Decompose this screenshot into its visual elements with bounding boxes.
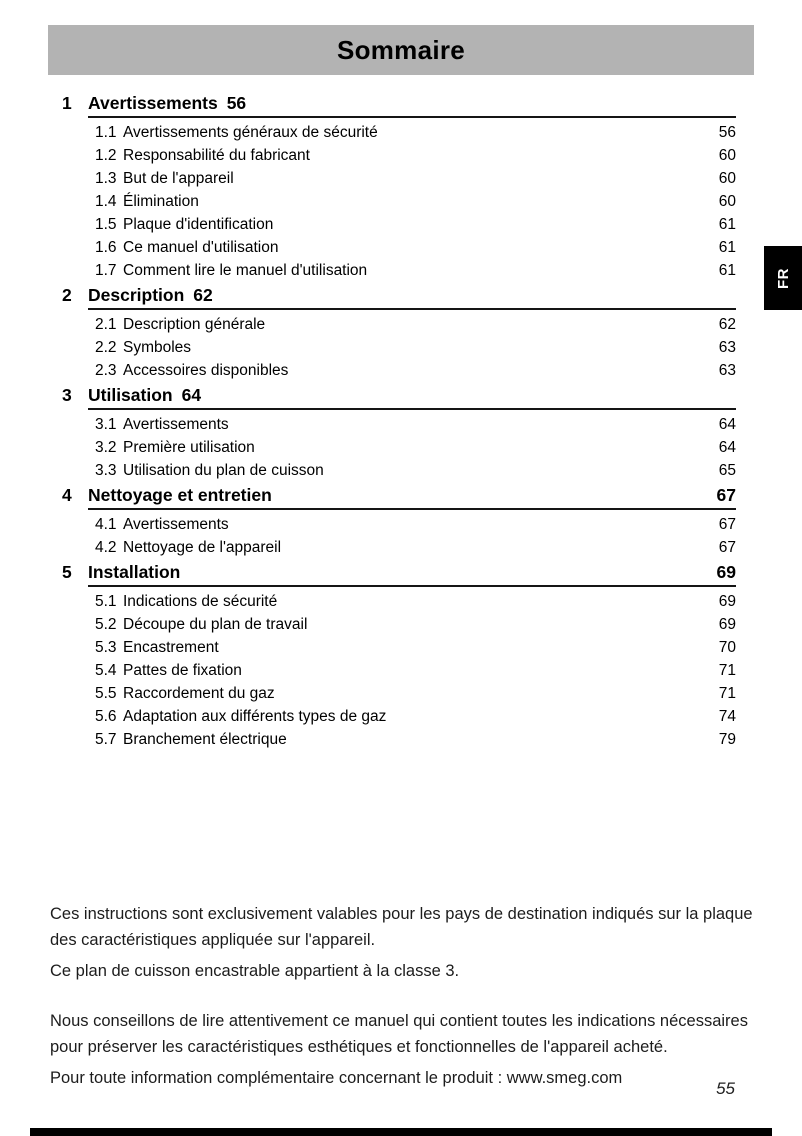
toc-item-page: 69: [718, 616, 736, 633]
toc-item-number: 1.2: [95, 147, 117, 164]
toc-item-page: 56: [718, 124, 736, 141]
toc-section-page: 64: [181, 385, 202, 405]
toc-item: [62, 682, 736, 705]
toc-section-header: [62, 284, 736, 306]
toc-item-title: Responsabilité du fabricant: [123, 147, 310, 164]
toc-item: [62, 590, 736, 613]
toc-item: [62, 313, 736, 336]
toc-item: [62, 359, 736, 382]
toc-item-page: 74: [718, 708, 736, 725]
toc-section-header: [62, 561, 736, 583]
toc-section-rule: [88, 585, 736, 587]
toc-item-title: Comment lire le manuel d'utilisation: [123, 262, 368, 279]
toc-item: [62, 413, 736, 436]
toc-item-number: 1.3: [95, 170, 117, 187]
toc-item-title: Description générale: [123, 316, 266, 333]
toc-item-title: Découpe du plan de travail: [123, 616, 308, 633]
toc-item: [62, 636, 736, 659]
toc-item-number: 5.4: [95, 662, 117, 679]
toc-item-number: 3.3: [95, 462, 117, 479]
toc-section-rule: [88, 508, 736, 510]
toc-item-page: 71: [718, 662, 736, 679]
toc-section-header: [62, 92, 736, 114]
toc-section-number: 2: [62, 285, 72, 305]
toc-section: [62, 484, 736, 559]
toc-item-number: 2.2: [95, 339, 117, 356]
toc-item-page: 60: [718, 170, 736, 187]
toc-item-number: 5.3: [95, 639, 117, 656]
toc-item-page: 60: [718, 147, 736, 164]
footer-bar: [30, 1128, 772, 1136]
toc-item: [62, 459, 736, 482]
toc-item-title: Ce manuel d'utilisation: [123, 239, 279, 256]
toc-section-page: 69: [716, 562, 736, 582]
note-paragraph: Pour toute information complémentaire concernant le produit : www.smeg.com: [50, 1069, 623, 1087]
toc-item-page: 60: [718, 193, 736, 210]
language-tab-label: FR: [774, 267, 792, 289]
toc-item: [62, 167, 736, 190]
toc-item: [62, 259, 736, 282]
toc-item: [62, 236, 736, 259]
toc-section: [62, 384, 736, 482]
toc-section-title: Avertissements: [88, 93, 218, 113]
toc-section-rule: [88, 408, 736, 410]
toc-item-number: 5.6: [95, 708, 117, 725]
toc-item-number: 1.5: [95, 216, 117, 233]
toc-section-page: 56: [226, 93, 247, 113]
toc-item-page: 71: [718, 685, 736, 702]
toc-item: [62, 513, 736, 536]
toc-item-title: Encastrement: [123, 639, 219, 656]
toc-item: [62, 536, 736, 559]
toc-item-page: 63: [718, 362, 736, 379]
note-paragraph: Ce plan de cuisson encastrable appartient à la classe 3.: [50, 962, 460, 980]
toc-section-rule: [88, 308, 736, 310]
toc-item-title: Raccordement du gaz: [123, 685, 275, 702]
page-number: 55: [716, 1079, 735, 1098]
toc-item-title: Adaptation aux différents types de gaz: [123, 708, 387, 725]
toc-section-rule: [88, 116, 736, 118]
toc-item: [62, 213, 736, 236]
toc-section-header: [62, 384, 736, 406]
toc-item-page: 67: [718, 516, 736, 533]
toc-section-title: Description: [88, 285, 185, 305]
toc-item-title: Accessoires disponibles: [123, 362, 289, 379]
toc-section: [62, 284, 736, 382]
toc-item-number: 4.1: [95, 516, 117, 533]
toc-item-number: 4.2: [95, 539, 117, 556]
toc-item-page: 63: [718, 339, 736, 356]
toc-item-title: Avertissements: [123, 416, 229, 433]
toc-item-page: 61: [718, 239, 736, 256]
toc-item: [62, 659, 736, 682]
toc-section-number: 4: [62, 485, 72, 505]
toc-item: [62, 705, 736, 728]
toc-section-header: [62, 484, 736, 506]
toc-item-number: 1.7: [95, 262, 117, 279]
toc-item: [62, 336, 736, 359]
toc-item-number: 2.1: [95, 316, 117, 333]
table-of-contents: [62, 90, 736, 751]
toc-item-title: Nettoyage de l'appareil: [123, 539, 282, 556]
toc-section-title: Utilisation: [88, 385, 173, 405]
toc-item-title: Utilisation du plan de cuisson: [123, 462, 324, 479]
note-paragraph: Nous conseillons de lire attentivement ce manuel qui contient toutes les indications nécessaires pour préserver les caractéristiques esthétiques et fonctionnelles de l'appareil acheté.: [50, 1012, 748, 1056]
toc-item-title: Pattes de fixation: [123, 662, 242, 679]
toc-item-number: 1.6: [95, 239, 117, 256]
toc-item: [62, 728, 736, 751]
toc-item-number: 5.7: [95, 731, 117, 748]
toc-item-title: Avertissements: [123, 516, 229, 533]
toc-section-number: 3: [62, 385, 72, 405]
toc-item-page: 62: [718, 316, 736, 333]
toc-section: [62, 561, 736, 751]
toc-item-page: 64: [718, 416, 736, 433]
toc-item-number: 5.1: [95, 593, 117, 610]
toc-item-title: Symboles: [123, 339, 192, 356]
toc-item-title: But de l'appareil: [123, 170, 234, 187]
toc-item-page: 64: [718, 439, 736, 456]
toc-section-title: Nettoyage et entretien: [88, 485, 272, 505]
toc-item-title: Avertissements généraux de sécurité: [123, 124, 378, 141]
page-title-bar: [48, 25, 754, 75]
toc-section-number: 5: [62, 562, 72, 582]
toc-item-page: 79: [718, 731, 736, 748]
toc-item: [62, 436, 736, 459]
notes-block: [50, 901, 762, 1096]
toc-section-page: 67: [716, 485, 736, 505]
toc-item: [62, 121, 736, 144]
toc-section-page: 62: [193, 285, 213, 305]
toc-item-number: 5.2: [95, 616, 117, 633]
toc-item-number: 1.4: [95, 193, 117, 210]
note-paragraph: Ces instructions sont exclusivement valables pour les pays de destination indiqués sur la plaque des caractéristiques appliquée sur l'appareil.: [50, 905, 753, 949]
toc-item-number: 3.2: [95, 439, 117, 456]
toc-item-title: Élimination: [123, 193, 199, 210]
toc-item-number: 2.3: [95, 362, 117, 379]
toc-item-title: Première utilisation: [123, 439, 255, 456]
toc-item-title: Branchement électrique: [123, 731, 287, 748]
toc-item-page: 61: [718, 216, 736, 233]
toc-item: [62, 190, 736, 213]
toc-item-page: 67: [718, 539, 736, 556]
toc-item-page: 61: [718, 262, 736, 279]
toc-item-number: 3.1: [95, 416, 117, 433]
toc-item-title: Plaque d'identification: [123, 216, 274, 233]
toc-item-page: 65: [718, 462, 736, 479]
toc-item: [62, 613, 736, 636]
toc-section: [62, 92, 736, 282]
toc-item-title: Indications de sécurité: [123, 593, 278, 610]
toc-item-page: 69: [718, 593, 736, 610]
language-tab: [764, 246, 802, 310]
toc-item-number: 5.5: [95, 685, 117, 702]
toc-section-number: 1: [62, 93, 72, 113]
toc-section-title: Installation: [88, 562, 181, 582]
toc-item: [62, 144, 736, 167]
toc-item-number: 1.1: [95, 124, 117, 141]
toc-item-page: 70: [718, 639, 736, 656]
page-title: Sommaire: [336, 34, 466, 65]
